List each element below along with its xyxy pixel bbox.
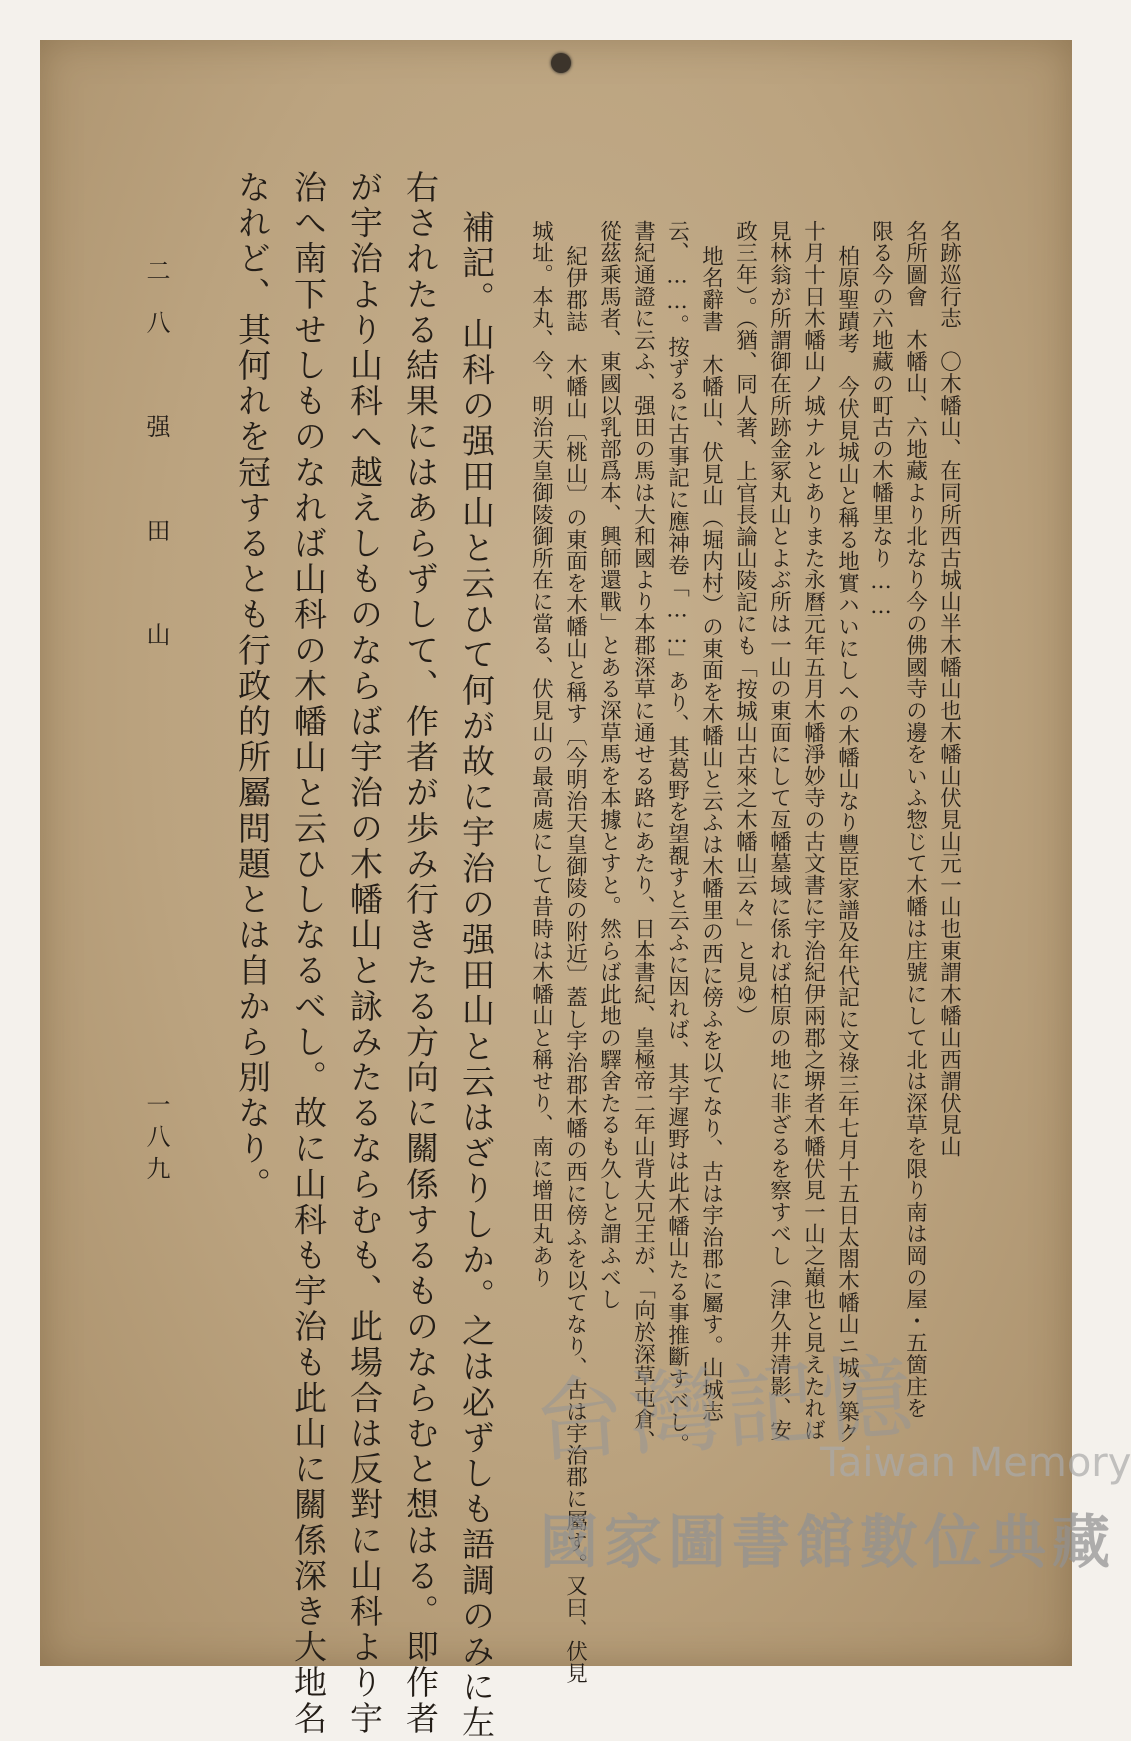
punch-hole [551, 53, 571, 73]
scanned-page [40, 40, 1131, 1741]
text-column-6: 見林翁が所謂御在所跡金冢丸山とよぶ所は一山の東面にして亙幡墓域に係れば柏原の地に非ざるを察すべし（津久井清影、安 [766, 220, 792, 1441]
text-column-5: 十月十日木幡山ノ城ナルとありまた永曆元年五月木幡淨妙寺の古文書に宇治紀伊兩郡之堺者木幡伏見一山之巔也と見えたれば [800, 220, 826, 1441]
text-column-13: 城址。本丸、今、明治天皇御陵御所在に當る、伏見山の最高處にして昔時は木幡山と稱せり、南に增田丸あり [528, 220, 554, 1289]
text-column-7: 政三年）。（猶、同人著、上官長論山陵記にも「按城山古來之木幡山云々」と見ゆ） [732, 220, 758, 1027]
note-column-5: なれど、其何れを冠するとも行政的所屬問題とは自から別なり。 [233, 170, 272, 1203]
watermark-script-logo: 台灣記憶 [529, 1342, 920, 1477]
note-column-1: 補記。山科の强田山と云ひて何が故に宇治の强田山と云はざりしか。之は必ずしも語調のみに左 [457, 210, 496, 1741]
running-footer: 二八 强 田 山 [142, 258, 170, 674]
text-column-4: 柏原聖蹟考 今伏見城山と稱る地實ハいにしへの木幡山なり豐臣家譜及年代記に文祿三年七月十五日太閤木幡山ニ城ヲ築ク [834, 245, 860, 1444]
text-column-3: 限る今の六地藏の町古の木幡里なり…… [868, 220, 894, 620]
page-number: 一八九 [142, 1092, 170, 1188]
text-column-1: 名跡巡行志 〇木幡山、在同所西古城山半木幡山也木幡山伏見山元一山也東謂木幡山西謂伏見山 [936, 220, 962, 1158]
note-column-4: 治へ南下せしものなれば山科の木幡山と云ひしなるべし。故に山科も宇治も此山に關係深き大地名 [289, 170, 328, 1737]
text-column-10: 書紀通證に云ふ、强田の馬は大和國より本郡深草に通せる路にあたり、日本書紀、皇極帝二年山背大兄王が、「向於深草屯倉、 [630, 220, 656, 1452]
text-column-9: 云、……。按ずるに古事記に應神卷「……」あり、其葛野を望覩すと云ふに因れば、其宇遲野は此木幡山たる事推斷すべし。 [664, 220, 690, 1455]
watermark-library-name: 國家圖書館數位典藏 [540, 1508, 1117, 1576]
text-column-12: 紀伊郡誌 木幡山〔桃山〕の東面を木幡山と稱す〔今明治天皇御陵の附近〕蓋し宇治郡木幡の西に傍ふを以てなり、古は宇治郡に屬す。又曰、伏見 [562, 245, 588, 1684]
text-column-8: 地名辭書 木幡山、伏見山（堀内村）の東面を木幡山と云ふは木幡里の西に傍ふを以てなり、古は宇治郡に屬す。山城志 [698, 245, 724, 1423]
note-column-2: 右されたる結果にはあらずして、作者が歩み行きたる方向に關係するものならむと想はる。即作者 [401, 170, 440, 1737]
text-column-2: 名所圖會 木幡山、六地藏より北なり今の佛國寺の邊をいふ惣じて木幡は庄號にして北は深草を限り南は岡の屋・五箇庄を [902, 220, 928, 1419]
watermark-english: Taiwan Memory [820, 1440, 1131, 1486]
note-column-3: が宇治より山科へ越えしものならば宇治の木幡山と詠みたるならむも、此場合は反對に山科より宇 [345, 170, 384, 1737]
text-column-11: 從茲乘馬者、東國以乳部爲本、興師還戰」とある深草馬を本據とすと。然らば此地の驛舍たるも久しと謂ふべし [596, 220, 622, 1310]
